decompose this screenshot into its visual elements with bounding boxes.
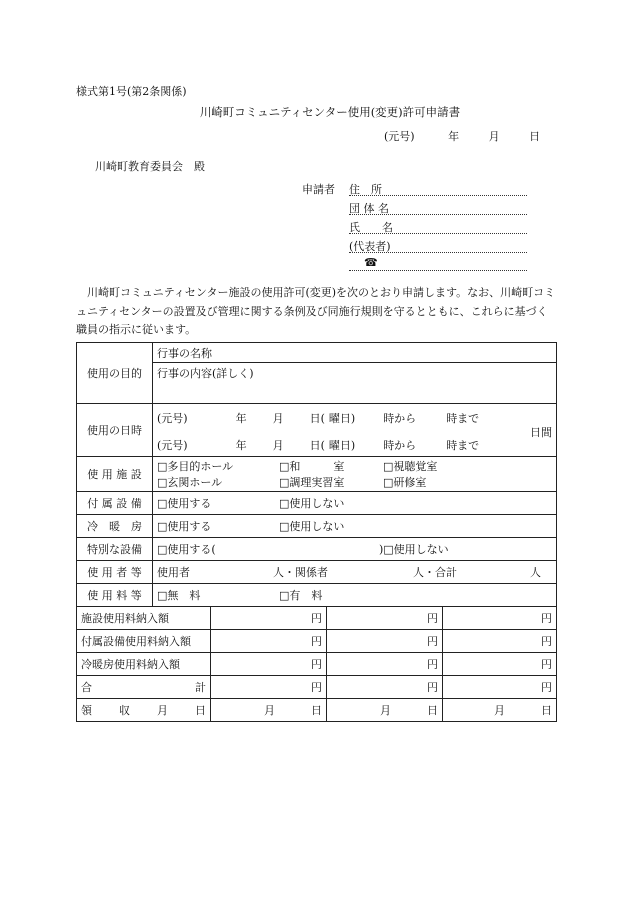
year-label: 年 bbox=[235, 439, 247, 452]
free-checkbox[interactable]: □無 料 bbox=[157, 589, 201, 602]
receipt-label-month: 月 bbox=[157, 704, 168, 717]
paid-checkbox[interactable]: □有 料 bbox=[279, 589, 323, 602]
total-amount-3[interactable]: 円 bbox=[443, 676, 557, 699]
users-cell[interactable] bbox=[153, 561, 557, 584]
people-text: 人 bbox=[530, 566, 541, 579]
addressee: 川崎町教育委員会 殿 bbox=[95, 160, 205, 173]
facility-label: 使 用 施 設 bbox=[77, 457, 153, 492]
receipt-label-b: 収 bbox=[119, 704, 130, 717]
facility-fee-amount-1[interactable]: 円 bbox=[211, 607, 327, 630]
representative-label: (代表者) bbox=[349, 240, 391, 253]
facility-fee-amount-3[interactable]: 円 bbox=[443, 607, 557, 630]
address-label: 住 所 bbox=[349, 183, 382, 196]
application-table bbox=[76, 342, 557, 722]
until-label: 時まで bbox=[446, 412, 480, 425]
equipment-options bbox=[153, 492, 557, 515]
hvac-not-use-checkbox[interactable]: □使用しない bbox=[279, 520, 345, 533]
facility-checkbox-entrance-hall[interactable]: □玄関ホール bbox=[157, 476, 223, 489]
applicant-label: 申請者 bbox=[302, 183, 335, 196]
facility-fee-label: 施設使用料納入額 bbox=[77, 607, 211, 630]
month-label: 月 bbox=[272, 412, 284, 425]
representative-field[interactable] bbox=[349, 238, 527, 253]
facility-options bbox=[153, 457, 557, 492]
datetime-label: 使用の日時 bbox=[77, 404, 153, 457]
fee-label: 使 用 料 等 bbox=[77, 584, 153, 607]
day-label: 日( bbox=[309, 439, 325, 452]
special-label: 特別な設備 bbox=[77, 538, 153, 561]
equipment-fee-label: 付属設備使用料納入額 bbox=[77, 630, 211, 653]
fee-options bbox=[153, 584, 557, 607]
facility-checkbox-hall[interactable]: □多目的ホール bbox=[157, 460, 234, 473]
receipt-month-3: 月 bbox=[494, 704, 506, 717]
purpose-label: 使用の目的 bbox=[77, 343, 153, 404]
facility-checkbox-av-room[interactable]: □視聴覚室 bbox=[383, 460, 438, 473]
people-total-text: 人・合計 bbox=[413, 566, 457, 579]
equipment-label: 付 属 設 備 bbox=[77, 492, 153, 515]
statement bbox=[76, 284, 556, 340]
total-amount-2[interactable]: 円 bbox=[327, 676, 443, 699]
receipt-day-3: 日 bbox=[541, 704, 553, 717]
receipt-day-2: 日 bbox=[427, 704, 438, 717]
hvac-fee-amount-2[interactable]: 円 bbox=[327, 653, 443, 676]
receipt-date-1[interactable] bbox=[211, 699, 327, 722]
total-label-b: 計 bbox=[195, 681, 206, 694]
receipt-label bbox=[77, 699, 211, 722]
group-name-field[interactable] bbox=[349, 200, 527, 215]
month-label: 月 bbox=[488, 130, 500, 143]
hvac-label: 冷 暖 房 bbox=[77, 515, 153, 538]
event-content-label: 行事の内容(詳しく) bbox=[157, 367, 254, 380]
equipment-fee-amount-1[interactable]: 円 bbox=[211, 630, 327, 653]
receipt-label-day: 日 bbox=[195, 704, 206, 717]
receipt-label-a: 領 bbox=[81, 704, 92, 717]
era-label: (元号) bbox=[384, 130, 415, 143]
days-label: 日間 bbox=[530, 426, 553, 439]
special-options bbox=[153, 538, 557, 561]
receipt-date-3[interactable] bbox=[443, 699, 557, 722]
facility-fee-amount-2[interactable]: 円 bbox=[327, 607, 443, 630]
weekday-label: 曜日) bbox=[328, 439, 356, 452]
special-use-checkbox[interactable]: □使用する( bbox=[157, 543, 216, 556]
datetime-cell[interactable] bbox=[153, 404, 557, 457]
people-related-text: 人・関係者 bbox=[273, 566, 328, 579]
group-name-label: 団 体 名 bbox=[349, 202, 389, 215]
purpose-cell bbox=[153, 343, 557, 404]
special-not-use-checkbox[interactable]: )□使用しない bbox=[379, 543, 449, 556]
year-label: 年 bbox=[448, 130, 460, 143]
equipment-fee-amount-3[interactable]: 円 bbox=[443, 630, 557, 653]
facility-checkbox-japanese-room[interactable]: □和 室 bbox=[279, 460, 345, 473]
year-label: 年 bbox=[235, 412, 247, 425]
users-label: 使 用 者 等 bbox=[77, 561, 153, 584]
from-label: 時から bbox=[383, 439, 417, 452]
event-content-field[interactable] bbox=[153, 363, 556, 403]
telephone-icon: ☎ bbox=[364, 256, 378, 269]
statement-text: 川崎町コミュニティセンター施設の使用許可(変更)を次のとおり申請します。なお、川崎町コミュニティセンターの設置及び管理に関する条例及び同施行規則を守るとともに、これらに基づく職員の指示に従います。 bbox=[76, 286, 556, 336]
from-label: 時から bbox=[383, 412, 417, 425]
document-title: 川崎町コミュニティセンター使用(変更)許可申請書 bbox=[199, 105, 461, 119]
receipt-day-1: 日 bbox=[311, 704, 322, 717]
era-label: (元号) bbox=[157, 439, 188, 452]
facility-checkbox-training-room[interactable]: □研修室 bbox=[383, 476, 427, 489]
hvac-fee-amount-3[interactable]: 円 bbox=[443, 653, 557, 676]
receipt-month-1: 月 bbox=[264, 704, 275, 717]
name-label: 氏 名 bbox=[349, 221, 393, 234]
facility-checkbox-cooking-room[interactable]: □調理実習室 bbox=[279, 476, 345, 489]
address-field[interactable] bbox=[349, 181, 527, 196]
total-label bbox=[77, 676, 211, 699]
hvac-fee-label: 冷暖房使用料納入額 bbox=[77, 653, 211, 676]
day-label: 日 bbox=[529, 130, 541, 143]
phone-field[interactable] bbox=[349, 256, 527, 271]
month-label: 月 bbox=[272, 439, 284, 452]
receipt-date-2[interactable] bbox=[327, 699, 443, 722]
total-amount-1[interactable]: 円 bbox=[211, 676, 327, 699]
application-date bbox=[384, 128, 540, 144]
era-label: (元号) bbox=[157, 412, 188, 425]
hvac-fee-amount-1[interactable]: 円 bbox=[211, 653, 327, 676]
event-name-label: 行事の名称 bbox=[157, 346, 212, 360]
event-name-field[interactable] bbox=[153, 343, 556, 363]
equipment-use-checkbox[interactable]: □使用する bbox=[157, 497, 212, 510]
form-number: 様式第1号(第2条関係) bbox=[76, 85, 187, 98]
hvac-use-checkbox[interactable]: □使用する bbox=[157, 520, 212, 533]
equipment-not-use-checkbox[interactable]: □使用しない bbox=[279, 497, 345, 510]
users-text: 使用者 bbox=[157, 566, 190, 579]
day-label: 日( bbox=[309, 412, 325, 425]
total-label-a: 合 bbox=[81, 681, 92, 694]
weekday-label: 曜日) bbox=[328, 412, 356, 425]
equipment-fee-amount-2[interactable]: 円 bbox=[327, 630, 443, 653]
hvac-options bbox=[153, 515, 557, 538]
receipt-month-2: 月 bbox=[380, 704, 391, 717]
until-label: 時まで bbox=[446, 439, 480, 452]
name-field[interactable] bbox=[349, 219, 527, 234]
